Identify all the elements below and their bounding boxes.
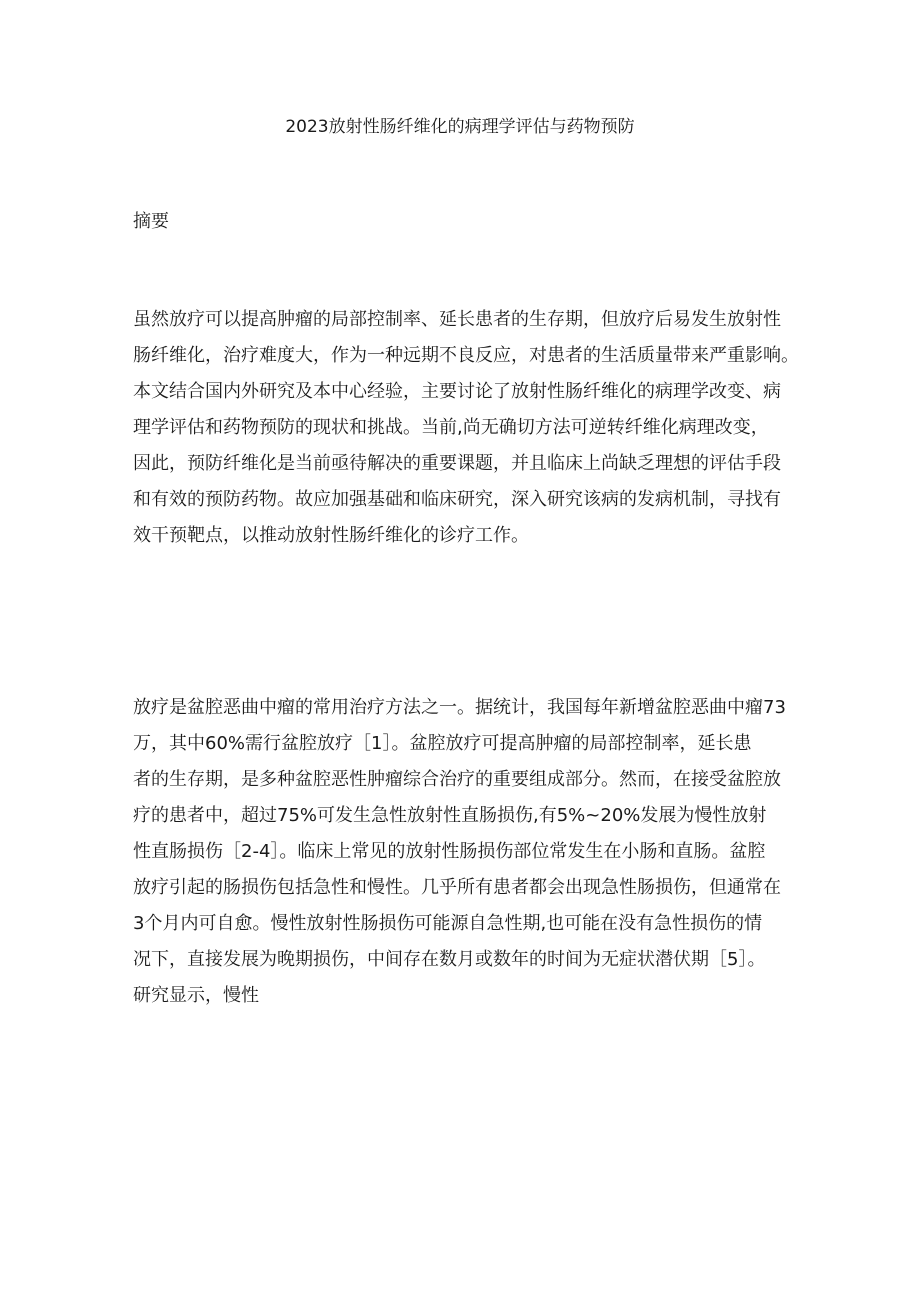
abstract-line: 效干预靶点，以推动放射性肠纤维化的诊疗工作。 bbox=[133, 525, 529, 546]
body-line: 者的生存期，是多种盆腔恶性肿瘤综合治疗的重要组成部分。然而，在接受盆腔放 bbox=[133, 769, 781, 790]
abstract-line: 因此，预防纤维化是当前亟待解决的重要课题，并且临床上尚缺乏理想的评估手段 bbox=[133, 453, 781, 474]
body-line: 万，其中60%需行盆腔放疗［1］。盆腔放疗可提高肿瘤的局部控制率，延长患 bbox=[133, 733, 752, 754]
document-title: 2023放射性肠纤维化的病理学评估与药物预防 bbox=[285, 117, 635, 137]
body-line: 放疗是盆腔恶曲中瘤的常用治疗方法之一。据统计，我国每年新增盆腔恶曲中瘤73 bbox=[133, 697, 786, 718]
body-line: 放疗引起的肠损伤包括急性和慢性。几乎所有患者都会出现急性肠损伤，但通常在 bbox=[133, 877, 781, 898]
body-line: 研究显示，慢性 bbox=[133, 985, 259, 1006]
abstract-line: 虽然放疗可以提高肿瘤的局部控制率、延长患者的生存期，但放疗后易发生放射性 bbox=[133, 309, 781, 330]
body-line: 况下，直接发展为晚期损伤，中间存在数月或数年的时间为无症状潜伏期［5］。 bbox=[133, 949, 766, 970]
abstract-line: 理学评估和药物预防的现状和挑战。当前,尚无确切方法可逆转纤维化病理改变， bbox=[133, 417, 769, 438]
abstract-heading: 摘要 bbox=[133, 211, 169, 232]
body-paragraph bbox=[133, 690, 801, 1014]
abstract-line: 和有效的预防药物。故应加强基础和临床研究，深入研究该病的发病机制，寻找有 bbox=[133, 489, 781, 510]
body-line: 疗的患者中，超过75%可发生急性放射性直肠损伤,有5%~20%发展为慢性放射 bbox=[133, 805, 767, 826]
body-line: 3个月内可自愈。慢性放射性肠损伤可能源自急性期,也可能在没有急性损伤的情 bbox=[133, 913, 763, 934]
abstract-paragraph bbox=[133, 302, 801, 554]
body-line: 性直肠损伤［2-4］。临床上常见的放射性肠损伤部位常发生在小肠和直肠。盆腔 bbox=[133, 841, 766, 862]
abstract-line: 本文结合国内外研究及本中心经验，主要讨论了放射性肠纤维化的病理学改变、病 bbox=[133, 381, 781, 402]
abstract-line: 肠纤维化，治疗难度大，作为一种远期不良反应，对患者的生活质量带来严重影响。 bbox=[133, 345, 799, 366]
